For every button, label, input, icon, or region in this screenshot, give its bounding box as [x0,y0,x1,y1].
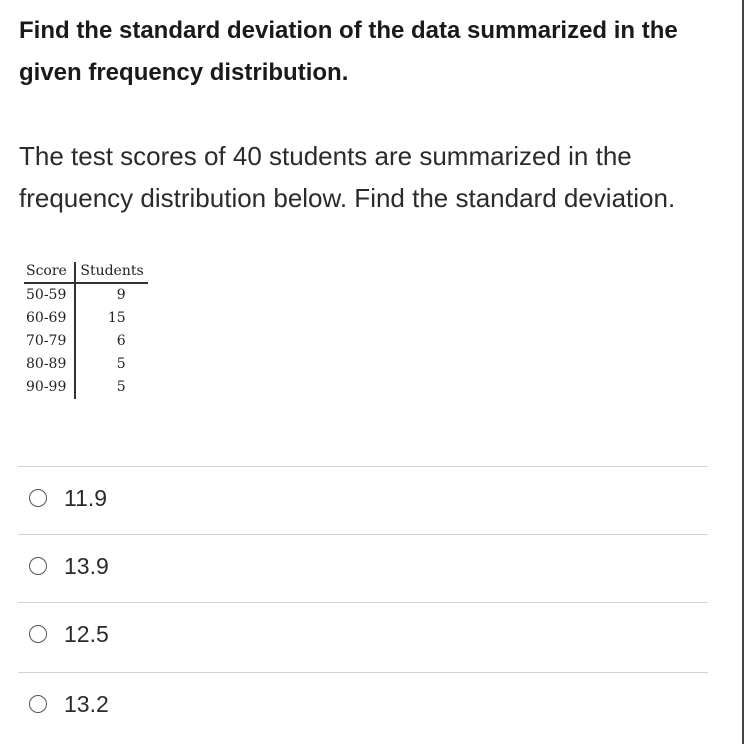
students-cell: 15 [107,310,126,326]
score-cell: 80-89 [24,353,75,376]
table-row [24,330,148,353]
question-title: Find the standard deviation of the data summarized in the given frequency distribution. [19,17,678,86]
answer-option[interactable] [18,672,708,740]
answer-option-label[interactable]: 12.5 [64,621,109,647]
column-header-score: Score [24,262,75,283]
column-header-students: Students [75,262,147,283]
answer-option[interactable] [18,466,708,534]
students-cell: 9 [116,287,126,303]
answer-option-label[interactable]: 13.9 [64,553,109,579]
frequency-table [24,262,148,399]
answer-option-label[interactable]: 13.2 [64,691,109,717]
score-cell: 70-79 [24,330,75,353]
table-row [24,307,148,330]
students-cell: 6 [116,333,126,349]
table-header-row [24,262,148,283]
table-row [24,283,148,307]
students-cell: 5 [116,356,126,372]
radio-button[interactable] [29,557,47,575]
radio-button[interactable] [29,489,47,507]
answer-options [18,466,708,740]
radio-button[interactable] [29,625,47,643]
score-cell: 90-99 [24,376,75,399]
answer-option-label[interactable]: 11.9 [64,485,108,511]
table-row [24,376,148,399]
question-prompt: The test scores of 40 students are summarized in the frequency distribution below. Find the standard deviation. [19,141,676,213]
score-cell: 50-59 [24,283,75,307]
table-row [24,353,148,376]
students-cell: 5 [116,379,126,395]
score-cell: 60-69 [24,307,75,330]
radio-button[interactable] [29,695,47,713]
answer-option[interactable] [18,602,708,672]
answer-option[interactable] [18,534,708,602]
